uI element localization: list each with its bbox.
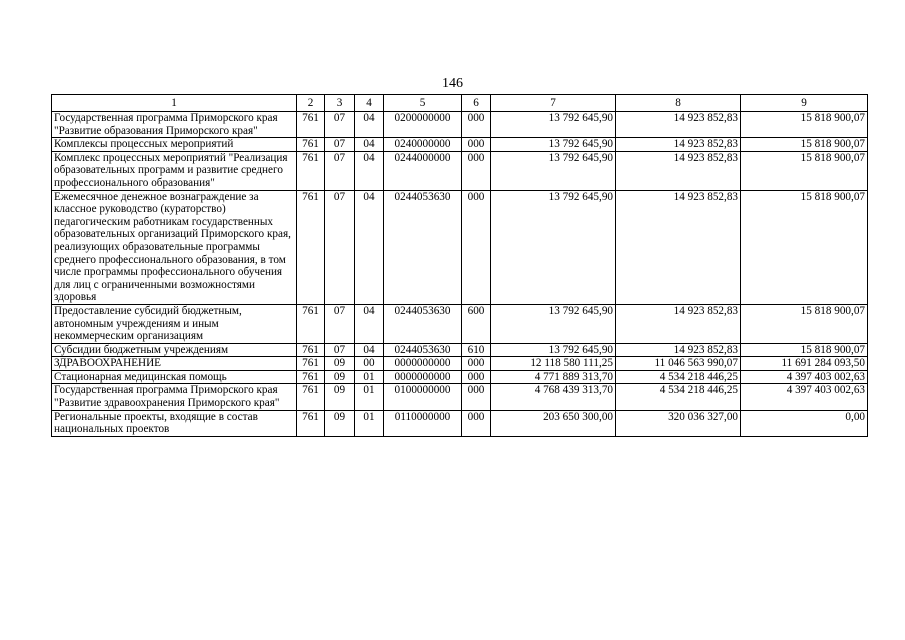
- ministry-code: 761: [297, 384, 325, 410]
- row-name: Комплекс процессных мероприятий "Реализация образовательных программ и развитие среднего профессионального образования": [52, 151, 297, 190]
- expense-type-code: 600: [462, 304, 491, 343]
- amount-col-8: 4 534 218 446,25: [616, 370, 741, 384]
- amount-col-8: 11 046 563 990,07: [616, 357, 741, 371]
- expense-type-code: 610: [462, 343, 491, 357]
- table-row: [52, 343, 868, 357]
- amount-col-9: 15 818 900,07: [741, 343, 868, 357]
- header-cell: 3: [325, 95, 355, 112]
- subsection-code: 04: [355, 190, 384, 304]
- subsection-code: 00: [355, 357, 384, 371]
- section-code: 07: [325, 112, 355, 138]
- subsection-code: 04: [355, 138, 384, 152]
- expense-type-code: 000: [462, 190, 491, 304]
- ministry-code: 761: [297, 304, 325, 343]
- section-code: 09: [325, 357, 355, 371]
- ministry-code: 761: [297, 343, 325, 357]
- header-cell: 9: [741, 95, 868, 112]
- expense-type-code: 000: [462, 138, 491, 152]
- amount-col-7: 203 650 300,00: [491, 410, 616, 436]
- target-article-code: 0244053630: [384, 304, 462, 343]
- section-code: 07: [325, 304, 355, 343]
- section-code: 07: [325, 343, 355, 357]
- table-row: [52, 138, 868, 152]
- amount-col-9: 15 818 900,07: [741, 112, 868, 138]
- header-cell: 8: [616, 95, 741, 112]
- amount-col-7: 13 792 645,90: [491, 343, 616, 357]
- ministry-code: 761: [297, 151, 325, 190]
- expense-type-code: 000: [462, 151, 491, 190]
- target-article-code: 0244000000: [384, 151, 462, 190]
- section-code: 07: [325, 138, 355, 152]
- target-article-code: 0110000000: [384, 410, 462, 436]
- row-name: Комплексы процессных мероприятий: [52, 138, 297, 152]
- amount-col-9: 0,00: [741, 410, 868, 436]
- row-name: Стационарная медицинская помощь: [52, 370, 297, 384]
- target-article-code: 0244053630: [384, 190, 462, 304]
- table-row: [52, 190, 868, 304]
- section-code: 09: [325, 384, 355, 410]
- table-row: [52, 410, 868, 436]
- amount-col-7: 13 792 645,90: [491, 112, 616, 138]
- amount-col-8: 14 923 852,83: [616, 112, 741, 138]
- target-article-code: 0100000000: [384, 384, 462, 410]
- subsection-code: 04: [355, 304, 384, 343]
- ministry-code: 761: [297, 410, 325, 436]
- amount-col-9: 15 818 900,07: [741, 138, 868, 152]
- amount-col-9: 4 397 403 002,63: [741, 384, 868, 410]
- row-name: Государственная программа Приморского края "Развитие здравоохранения Приморского края": [52, 384, 297, 410]
- section-code: 07: [325, 190, 355, 304]
- row-name: Ежемесячное денежное вознаграждение за классное руководство (кураторство) педагогическим работникам государственных образовательных организаций Приморского края, реализующих образовательные программы среднего профессионального образования, в том числе программы профессионального обучения для лиц с ограниченными возможностями здоровья: [52, 190, 297, 304]
- subsection-code: 04: [355, 343, 384, 357]
- amount-col-7: 13 792 645,90: [491, 151, 616, 190]
- header-row: [52, 95, 868, 112]
- table-row: [52, 384, 868, 410]
- amount-col-9: 15 818 900,07: [741, 151, 868, 190]
- amount-col-9: 15 818 900,07: [741, 190, 868, 304]
- page-number: 146: [442, 76, 463, 91]
- amount-col-9: 4 397 403 002,63: [741, 370, 868, 384]
- header-cell: 7: [491, 95, 616, 112]
- target-article-code: 0200000000: [384, 112, 462, 138]
- target-article-code: 0240000000: [384, 138, 462, 152]
- header-cell: 4: [355, 95, 384, 112]
- expense-type-code: 000: [462, 384, 491, 410]
- amount-col-9: 15 818 900,07: [741, 304, 868, 343]
- expense-type-code: 000: [462, 410, 491, 436]
- amount-col-8: 14 923 852,83: [616, 190, 741, 304]
- subsection-code: 04: [355, 151, 384, 190]
- amount-col-7: 4 771 889 313,70: [491, 370, 616, 384]
- ministry-code: 761: [297, 357, 325, 371]
- subsection-code: 01: [355, 370, 384, 384]
- header-cell: 5: [384, 95, 462, 112]
- amount-col-8: 14 923 852,83: [616, 343, 741, 357]
- ministry-code: 761: [297, 112, 325, 138]
- subsection-code: 04: [355, 112, 384, 138]
- amount-col-7: 13 792 645,90: [491, 138, 616, 152]
- section-code: 09: [325, 410, 355, 436]
- header-cell: 1: [52, 95, 297, 112]
- amount-col-8: 14 923 852,83: [616, 304, 741, 343]
- table-row: [52, 304, 868, 343]
- table-row: [52, 357, 868, 371]
- row-name: Региональные проекты, входящие в состав национальных проектов: [52, 410, 297, 436]
- row-name: Предоставление субсидий бюджетным, автономным учреждениям и иным некоммерческим организациям: [52, 304, 297, 343]
- header-cell: 6: [462, 95, 491, 112]
- subsection-code: 01: [355, 410, 384, 436]
- row-name: ЗДРАВООХРАНЕНИЕ: [52, 357, 297, 371]
- amount-col-9: 11 691 284 093,50: [741, 357, 868, 371]
- amount-col-8: 320 036 327,00: [616, 410, 741, 436]
- expense-type-code: 000: [462, 112, 491, 138]
- section-code: 07: [325, 151, 355, 190]
- amount-col-7: 13 792 645,90: [491, 304, 616, 343]
- header-cell: 2: [297, 95, 325, 112]
- expense-type-code: 000: [462, 370, 491, 384]
- table-row: [52, 370, 868, 384]
- budget-table: [51, 94, 868, 437]
- section-code: 09: [325, 370, 355, 384]
- expense-type-code: 000: [462, 357, 491, 371]
- ministry-code: 761: [297, 138, 325, 152]
- table-row: [52, 112, 868, 138]
- row-name: Государственная программа Приморского края "Развитие образования Приморского края": [52, 112, 297, 138]
- amount-col-7: 13 792 645,90: [491, 190, 616, 304]
- subsection-code: 01: [355, 384, 384, 410]
- row-name: Субсидии бюджетным учреждениям: [52, 343, 297, 357]
- table-row: [52, 151, 868, 190]
- amount-col-8: 14 923 852,83: [616, 138, 741, 152]
- amount-col-8: 14 923 852,83: [616, 151, 741, 190]
- ministry-code: 761: [297, 370, 325, 384]
- amount-col-7: 4 768 439 313,70: [491, 384, 616, 410]
- amount-col-8: 4 534 218 446,25: [616, 384, 741, 410]
- ministry-code: 761: [297, 190, 325, 304]
- target-article-code: 0244053630: [384, 343, 462, 357]
- target-article-code: 0000000000: [384, 370, 462, 384]
- amount-col-7: 12 118 580 111,25: [491, 357, 616, 371]
- target-article-code: 0000000000: [384, 357, 462, 371]
